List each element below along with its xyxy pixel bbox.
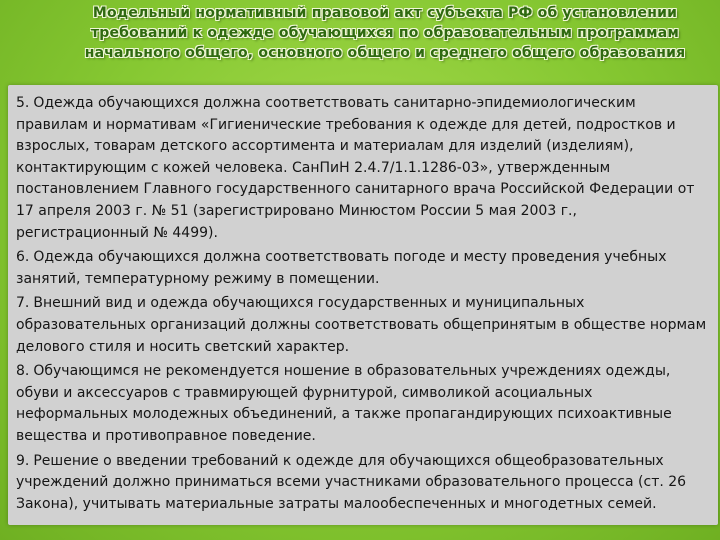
- requirements-list: [8, 85, 718, 515]
- list-item: [16, 451, 708, 516]
- title-line-1: Модельный нормативный правовой акт субъекта РФ об установлении: [92, 5, 678, 21]
- item-number: 6.: [16, 249, 30, 266]
- item-text: Одежда обучающихся должна соответствовать санитарно-эпидемиологическим правилам и нормативам «Гигиенические требования к одежде для детей, подростков и взрослых, товарам детского ассортимента и материалам для изделий (изделиям), контактирующим с кожей человека. СанПиН 2.4.7/1.1.1286-03», утвержденным постановлением Главного государственного санитарного врача Российской Федерации от 17 апреля 2003 г. № 51 (зарегистрировано Минюстом России 5 мая 2003 г., регистрационный № 4499).: [16, 95, 695, 241]
- item-text: Одежда обучающихся должна соответствовать погоде и месту проведения учебных занятий, температурному режиму в помещении.: [16, 249, 667, 287]
- item-text: Внешний вид и одежда обучающихся государственных и муниципальных образовательных организаций должны соответствовать общепринятым в обществе нормам делового стиля и носить светский характер.: [16, 295, 707, 355]
- item-number: 5.: [16, 95, 30, 111]
- content-panel: [8, 85, 718, 525]
- list-item: [16, 293, 708, 358]
- slide-title: [60, 0, 710, 63]
- item-text: Решение о введении требований к одежде для обучающихся общеобразовательных учреждений должно приниматься всеми участниками образовательного процесса (ст. 26 Закона), учитывать материальные затраты малообеспеченных и многодетных семей.: [16, 452, 687, 512]
- title-line-3: начального общего, основного общего и среднего общего образования: [84, 45, 686, 61]
- item-number: 9.: [16, 452, 30, 469]
- title-line-2: требований к одежде обучающихся по образовательным программам: [90, 25, 680, 41]
- item-text: Обучающимся не рекомендуется ношение в образовательных учреждениях одежды, обуви и аксессуаров с травмирующей фурнитурой, символикой асоциальных неформальных молодежных объединений, а также пропагандирующих психоактивные вещества и противоправное поведение.: [16, 363, 672, 444]
- slide-header: [60, 0, 710, 86]
- item-number: 8.: [16, 363, 30, 380]
- list-item: [16, 93, 708, 244]
- list-item: [16, 361, 708, 447]
- list-item: [16, 247, 708, 290]
- item-number: 7.: [16, 295, 30, 312]
